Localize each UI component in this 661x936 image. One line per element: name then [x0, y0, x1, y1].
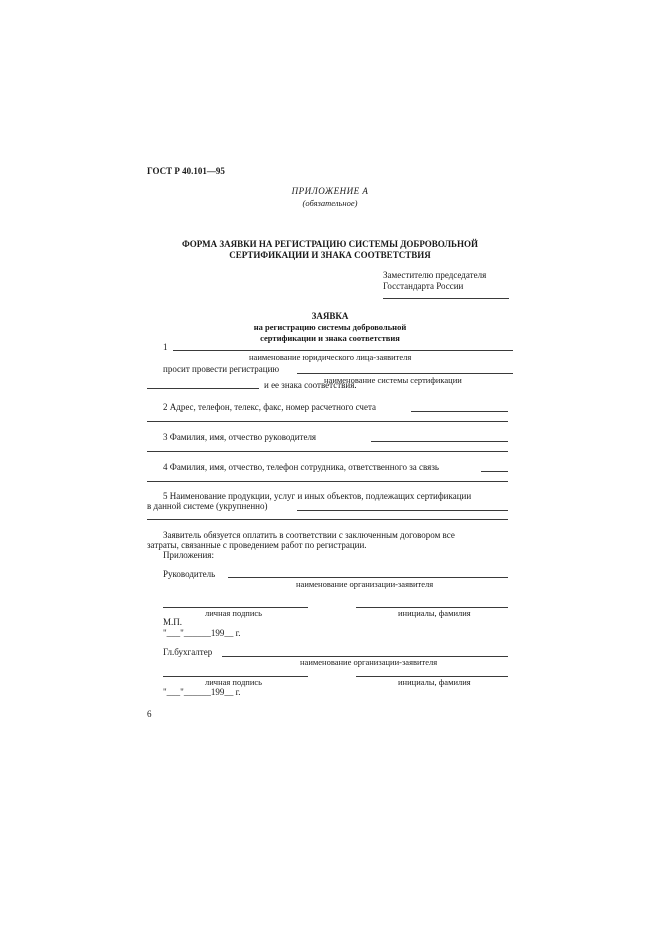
item4-field-line-2 [147, 481, 508, 482]
appendix-status: (обязательное) [302, 198, 358, 208]
head-org-caption: наименование организации-заявителя [296, 579, 434, 589]
accountant-signature-caption: личная подпись [205, 677, 263, 687]
accountant-date: "___"______199__ г. [163, 687, 241, 697]
system-name-line [297, 373, 513, 374]
head-date: "___"______199__ г. [163, 628, 241, 638]
item1-tail: и ее знака соответствия. [264, 380, 357, 390]
application-subtitle2: сертификации и знака соответствия [260, 333, 400, 343]
item2-field-line-2 [147, 421, 508, 422]
item3-field-line [371, 441, 508, 442]
item3-field-line-2 [147, 451, 508, 452]
item5-field-line [297, 510, 508, 511]
obligation-line2: затраты, связанные с проведением работ по регистрации. [147, 540, 367, 550]
application-subtitle1: на регистрацию системы добровольной [253, 322, 407, 332]
stamp-label: М.П. [163, 617, 183, 627]
head-label: Руководитель [163, 569, 216, 579]
system-name-caption: наименование системы сертификации [324, 375, 462, 385]
applicant-name-caption: наименование юридического лица-заявителя [249, 352, 412, 362]
addressee-line2: Госстандарта России [383, 281, 464, 291]
applicant-name-line [173, 350, 513, 351]
item2-field-line [411, 411, 508, 412]
system-name-line-2 [147, 388, 259, 389]
obligation-line1: Заявитель обязуется оплатить в соответствии с заключенным договором все [163, 530, 455, 540]
appendix-title: ПРИЛОЖЕНИЕ А [291, 186, 369, 196]
form-title-line1: ФОРМА ЗАЯВКИ НА РЕГИСТРАЦИЮ СИСТЕМЫ ДОБРОВОЛЬНОЙ [181, 239, 479, 249]
attachments-label: Приложения: [163, 550, 214, 560]
item1-number: 1 [163, 342, 168, 352]
page-number: 6 [147, 709, 152, 719]
head-signature-caption: личная подпись [205, 608, 263, 618]
item4-field-line [481, 471, 508, 472]
accountant-label: Гл.бухгалтер [163, 647, 213, 657]
item5-label-line2: в данной системе (укрупненно) [147, 501, 268, 511]
item2-label: 2 Адрес, телефон, телекс, факс, номер расчетного счета [163, 402, 376, 412]
item3-label: 3 Фамилия, имя, отчество руководителя [163, 432, 317, 442]
accountant-initials-caption: инициалы, фамилия [398, 677, 471, 687]
accountant-org-caption: наименование организации-заявителя [300, 657, 438, 667]
head-initials-caption: инициалы, фамилия [398, 608, 471, 618]
form-title-line2: СЕРТИФИКАЦИИ И ЗНАКА СООТВЕТСТВИЯ [229, 250, 431, 260]
application-title: ЗАЯВКА [311, 311, 349, 321]
standard-number: ГОСТ Р 40.101—95 [147, 166, 225, 176]
head-org-line [228, 577, 508, 578]
item4-label: 4 Фамилия, имя, отчество, телефон сотрудника, ответственного за связь [163, 462, 439, 472]
item5-field-line-2 [147, 519, 508, 520]
item5-label-line1: 5 Наименование продукции, услуг и иных объектов, подлежащих сертификации [163, 491, 472, 501]
addressee-signature-line [383, 298, 509, 299]
item1-request: просит провести регистрацию [163, 364, 280, 374]
addressee-line1: Заместителю председателя [383, 270, 487, 280]
